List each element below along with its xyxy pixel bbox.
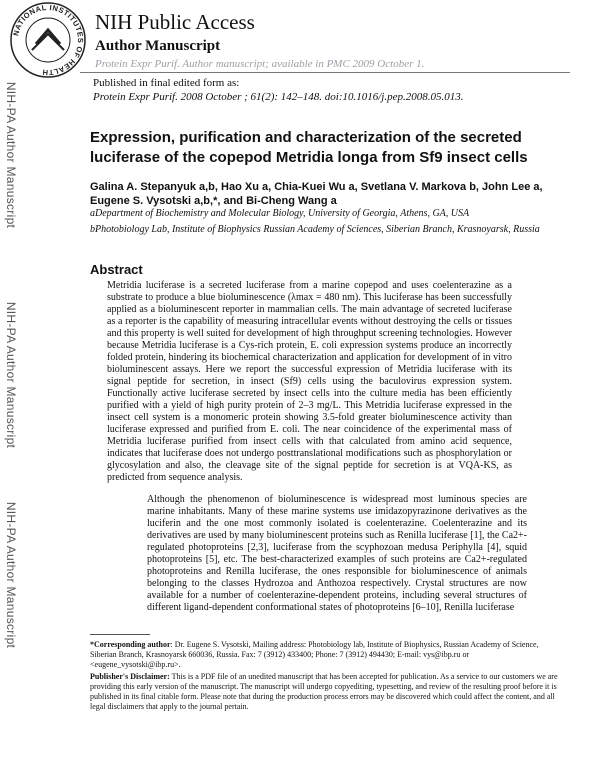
- affiliation-b: bPhotobiology Lab, Institute of Biophysics Russian Academy of Sciences, Siberian Branch, Krasnoyarsk, Russia: [90, 224, 540, 235]
- affiliation-a: aDepartment of Biochemistry and Molecular Biology, University of Georgia, Athens, GA, USA: [90, 208, 470, 219]
- corresponding-text: : Dr. Eugene S. Vysotski, Mailing address: Photobiology lab, Institute of Biophysics, Russian Academy of Science, Siberian Branch, Krasnoyarsk 660036, Russia. Fax: 7 (3912) 433400; Phone: 7 (3912) 494430; E-mail: vys@ibp.ru or <eugene_vysotski@ibp.ru>.: [90, 640, 539, 669]
- paper-title: Expression, purification and characterization of the secreted luciferase of the copepod Metridia longa from Sf9 insect cells: [90, 129, 528, 166]
- abstract-heading: Abstract: [90, 262, 143, 277]
- side-watermark-text: NIH-PA Author Manuscript: [4, 81, 18, 229]
- svg-text:NATIONAL INSTITUTES OF HEALTH: NATIONAL INSTITUTES OF HEALTH: [11, 2, 86, 78]
- corresponding-label: *Corresponding author: [90, 640, 171, 649]
- disclaimer-text: This is a PDF file of an unedited manuscript that has been accepted for publication. As a service to our customers we are providing this early version of the manuscript. The manuscript will undergo copyediting, typesetting, and review of the resulting proof before it is published in its final citable form. Please note that during the production process errors may be discovered which could affect the content, and all legal disclaimers that apply to the journal pertain.: [90, 672, 558, 711]
- intro-paragraph: Although the phenomenon of bioluminescence is widespread most luminous species are marine inhabitants. Many of these marine systems use imidazopyrazinone derivatives as the luciferin and the one most commonly isolated is coelenterazine. Coelenterazine and its derivatives are used by many bioluminescent proteins such as Renilla luciferase [1], the Ca2+-regulated photoproteins [2,3], luciferase from the scyphozoan medusa Periphylla [4], squid photoproteins [5], etc. The best-characterized examples of such proteins are Ca2+-regulated photoproteins and Renilla luciferase, the ones responsible for bioluminescence of animals belonging to the classes Hydrozoa and Anthozoa respectively. Crystal structures are now available for a number of coelenterazine-dependent proteins, including several structures of different ligand-dependent conformational states of photoproteins [6–10], Renilla luciferase: [147, 494, 527, 613]
- corresponding-author-footnote: [90, 640, 560, 670]
- published-line: Published in final edited form as:: [93, 77, 240, 89]
- footnote-rule: [90, 634, 150, 635]
- side-watermark-text: NIH-PA Author Manuscript: [4, 501, 18, 649]
- header-journal-line: Protein Expr Purif. Author manuscript; available in PMC 2009 October 1.: [95, 58, 425, 70]
- citation-text: Protein Expr Purif. 2008 October ; 61(2): 142–148. doi:10.1016/j.pep.2008.05.013.: [93, 91, 464, 103]
- side-watermark-3: [0, 500, 22, 650]
- side-watermark-text: NIH-PA Author Manuscript: [4, 301, 18, 449]
- publisher-disclaimer: [90, 672, 560, 712]
- side-watermark-2: [0, 300, 22, 450]
- citation-line: [93, 91, 464, 103]
- nih-seal-logo: [8, 0, 88, 80]
- header-rule: [80, 72, 570, 73]
- side-watermark-1: [0, 80, 22, 230]
- header-title: NIH Public Access: [95, 10, 255, 34]
- header-subtitle: Author Manuscript: [95, 38, 221, 54]
- author-list: Galina A. Stepanyuk a,b, Hao Xu a, Chia-Kuei Wu a, Svetlana V. Markova b, John Lee a, Eugene S. Vysotski a,b,*, and Bi-Cheng Wang a: [90, 181, 543, 207]
- disclaimer-label: Publisher's Disclaimer:: [90, 672, 170, 681]
- abstract-text: Metridia luciferase is a secreted luciferase from a marine copepod and uses coelenterazine as a substrate to produce a blue bioluminescence (λmax = 480 nm). This luciferase has been successfully applied as a bioluminescent reporter in mammalian cells. The main advantage of secreted luciferase as a reporter is the capability of measuring intracellular events without destroying the cells or tissues and this property is well suited for development of high throughput screening technologies. However because Metridia luciferase is a Cys-rich protein, E. coli expression systems produce an incorrectly folded protein, hindering its biochemical characterization and application for development of in vitro bioluminescent assays. Here we report the successful expression of Metridia luciferase with its signal peptide for secretion, in insect (Sf9) cells using the baculovirus expression system. Functionally active luciferase secreted by insect cells into the culture media has been efficiently purified with a yield of high purity protein of 2–3 mg/L. This Metridia luciferase expressed in the insect cell system is a monomeric protein showing 3.5-fold greater bioluminescence activity than luciferase expressed and purified from E. coli. The near coincidence of the experimental mass of Metridia luciferase purified from insect cells with that calculated from amino acid sequence, indicates that luciferase does not undergo posttranslational modifications such as phosphorylation or glycosylation and also, the cleavage site of the signal peptide for secretion is at VQA-KS, as predicted from sequence analysis.: [107, 280, 512, 483]
